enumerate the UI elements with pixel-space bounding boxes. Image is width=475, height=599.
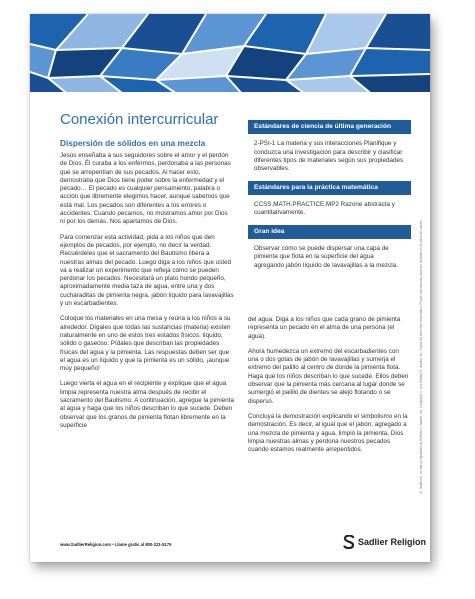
body-paragraph: Coloque los materiales en una mesa y reúna a los niños a su alrededor. Dígales que todas las sustancias (materia) existen naturalmente en uno de estos tres estados físicos: líquido, sólido o gaseoso. Pídales que describan las propiedades físicas del agua y la pimienta. Las respuestas deben ser que el agua es un líquido y que la pimienta es un sólido, ¡aunque muy pequeño! (60, 315, 231, 373)
standards-heading-science: Estándares de ciencia de última generación (248, 120, 411, 134)
standards-body-math: CCSS.MATH.PRACTICE.MP2 Razone abstracta y cuantitativamente. (254, 201, 395, 217)
worksheet-page (30, 14, 430, 562)
right-column (248, 316, 411, 461)
standards-body-big-idea: Observar cómo se puede dispersar una capa de pimienta que flota en la superficie del agua agregando jabón líquido de lavavajillas a la mezcla. (254, 245, 398, 269)
standards-heading-big-idea: Gran idea (248, 225, 411, 239)
section-subtitle: Dispersión de sólidos en una mezcla (60, 138, 206, 148)
standards-heading-math: Estándares para la práctica matemática (248, 181, 411, 195)
stained-glass-banner (30, 14, 430, 96)
body-paragraph: del agua. Diga a los niños que cada grano de pimienta representa un pecado en el alma de una persona (el agua). (248, 316, 401, 340)
standards-body-science: 2-PSI-1 La materia y sus interacciones Planifique y conduzca una investigación para describir y clasificar diferentes tipos de materiales según sus propiedades observables. (254, 140, 404, 173)
copyright-note: ® Sadlier® es marca registrada de William H. Sadlier, Inc. Copyright © por William H. Sadlier, Inc. Todos los derechos reservados. Puede reproducirse para ser utilizado en el salón de clases. (419, 220, 423, 494)
body-paragraph: Luego vierta el agua en el recipiente y explique que el agua limpia representa nuestra alma después de recibir el sacramento del Bautismo. A continuación, agregue la pimienta al agua y haga que los niños describan lo que sucede. Deben observar que los granos de pimienta flotan libremente en la superficie (60, 380, 234, 429)
left-column (60, 138, 234, 437)
sadlier-logo (343, 535, 426, 549)
sadlier-s-icon (343, 535, 355, 549)
body-paragraph: Jesús enseñaba a sus seguidores sobre el amor y el perdón de Dios. Él curaba a los enfermos, perdonaba a las personas que se arrepentían de sus pecados. Al hacer esto, demostraba que Dios tiene poder sobre la enfermedad y el pecado… El pecado es cualquier pensamiento, palabra o acción que libremente elegimos hacer, aunque sabemos que está mal. Los pecados son diferentes a los errores o accidentes. Cuando pecamos, no mostramos amor por Dios ni por los demás. Nos apartamos de Dios. (60, 152, 231, 226)
page-title: Conexión intercurricular (60, 111, 219, 128)
body-paragraph: Ahora humedezca un extremo del escarbadientes con una o dos gotas de jabón de lavavajillas y sumerja el extremo del palillo al centro de donde la pimienta flota. Haga que los niños describan lo que sucede. Ellos deben observar que la pimienta más cercana al lugar donde se sumergió el palillo de dientes se alejó flotando o se dispersó. (248, 347, 409, 405)
logo-text: Sadlier Religion (358, 537, 427, 547)
footer-contact: www.SadlierReligion.com • Llame gratis al 800-221-5175 (60, 542, 172, 547)
standards-box (248, 120, 411, 277)
body-paragraph: Para comenzar esta actividad, pida a los niños que den ejemplos de pecados, por ejemplo, no decir la verdad. Recuérdeles que el sacramento del Bautismo libera a nuestras almas del pecado. Luego diga a los niños que usted va a realizar un experimento que refleja cómo se pueden perdonar los pecados. Necesitará un plato hondo pequeño, aproximadamente media taza de agua, entre una y dos cucharaditas de pimienta negra, jabón líquido para lavavajillas y un escarbadientes. (60, 233, 234, 308)
body-paragraph: Concluya la demostración explicando el simbolismo en la demostración. Es decir, al igual que el jabón, agregado a una mezcla de pimienta y agua, limpió la pimienta, Dios limpia nuestras almas y perdona nuestros pecados cuando estamos realmente arrepentidos. (248, 412, 408, 454)
